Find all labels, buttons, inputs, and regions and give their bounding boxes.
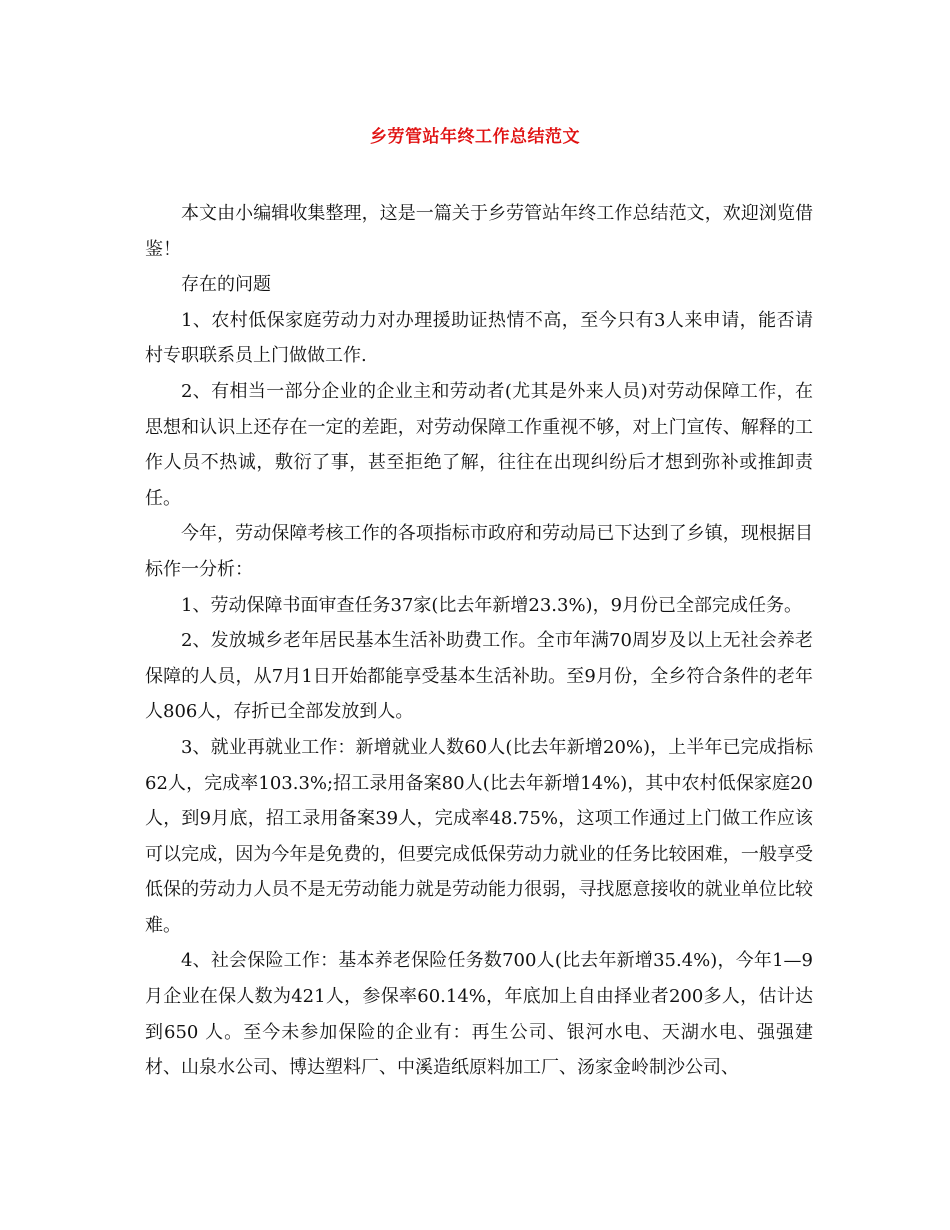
analysis-intro-paragraph: 今年，劳动保障考核工作的各项指标市政府和劳动局已下达到了乡镇，现根据目标作一分析： — [145, 523, 813, 580]
document-body — [145, 196, 813, 1086]
problem-item-1: 1、农村低保家庭劳动力对办理援助证热情不高，至今只有3人来申请，能否请村专职联系员上门做做工作. — [145, 309, 813, 367]
analysis-item-3: 3、就业再就业工作：新增就业人数60人(比去年新增20%)，上半年已完成指标62人，完成率103.3%;招工录用备案80人(比去年新增14%)，其中农村低保家庭20人，到9月底，招工录用备案39人，完成率48.75%，这项工作通过上门做工作应该可以完成，因为今年是免费的，但要完成低保劳动力就业的任务比较困难，一般享受低保的劳动力人员不是无劳动能力就是劳动能力很弱，寻找愿意接收的就业单位比较难。 — [145, 736, 813, 936]
intro-paragraph: 本文由小编辑收集整理，这是一篇关于乡劳管站年终工作总结范文，欢迎浏览借鉴！ — [145, 203, 813, 260]
analysis-item-4: 4、社会保险工作：基本养老保险任务数700人(比去年新增35.4%)，今年1—9月企业在保人数为421人，参保率60.14%，年底加上自由择业者200多人，估计达到650 人。至今未参加保险的企业有：再生公司、银河水电、天湖水电、强强建材、山泉水公司、博达塑料厂、中溪造纸原料加工厂、汤家金岭制沙公司、 — [145, 950, 813, 1079]
problem-item-2: 2、有相当一部分企业的企业主和劳动者(尤其是外来人员)对劳动保障工作，在思想和认识上还存在一定的差距，对劳动保障工作重视不够，对上门宣传、解释的工作人员不热诚，敷衍了事，甚至拒绝了解，往往在出现纠纷后才想到弥补或推卸责任。 — [145, 380, 813, 509]
section-heading-problems: 存在的问题 — [181, 274, 271, 296]
document-title: 乡劳管站年终工作总结范文 — [370, 127, 580, 147]
analysis-item-2: 2、发放城乡老年居民基本生活补助费工作。全市年满70周岁及以上无社会养老保障的人员，从7月1日开始都能享受基本生活补助。至9月份，全乡符合条件的老年人806人，存折已全部发放到人。 — [145, 630, 813, 723]
analysis-item-1: 1、劳动保障书面审查任务37家(比去年新增23.3%)，9月份已全部完成任务。 — [181, 594, 803, 616]
